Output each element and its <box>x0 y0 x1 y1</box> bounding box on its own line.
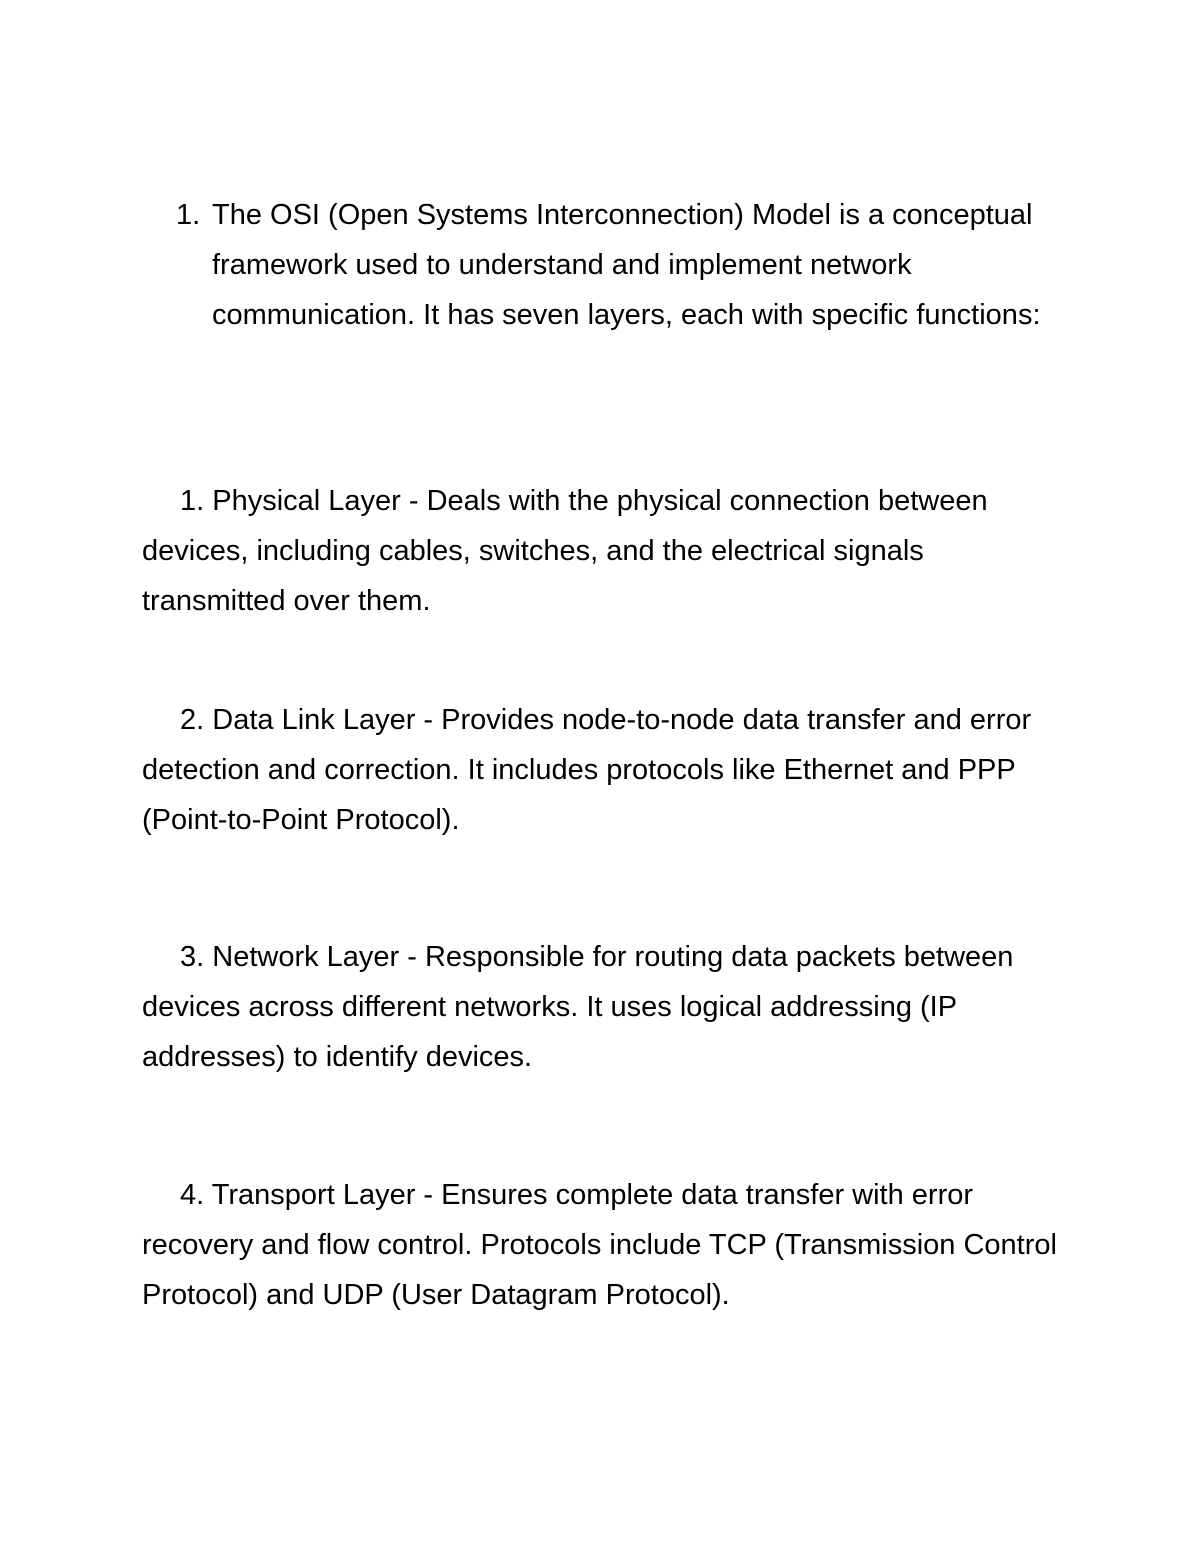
intro-text: The OSI (Open Systems Interconnection) Model is a conceptual framework used to understand and implement network communication. It has seven layers, each with specific functions: <box>212 199 1041 331</box>
layer-paragraph-network <box>142 932 1062 1082</box>
layer-text: Transport Layer - Ensures complete data transfer with error recovery and flow control. Protocols include TCP (Transmission Control Protocol) and UDP (User Datagram Protocol). <box>142 1179 1057 1311</box>
layer-paragraph-transport <box>142 1170 1062 1320</box>
layer-text: Physical Layer - Deals with the physical connection between devices, including cables, switches, and the electrical signals transmitted over them. <box>142 485 988 617</box>
layer-number: 3. <box>180 941 205 973</box>
layer-paragraph-physical <box>142 476 1062 626</box>
layer-number: 4. <box>180 1179 205 1211</box>
layer-number: 2. <box>180 704 205 736</box>
intro-number: 1. <box>176 199 201 231</box>
layer-paragraph-data-link <box>142 695 1062 845</box>
intro-list-item <box>176 190 1076 340</box>
layer-text: Data Link Layer - Provides node-to-node data transfer and error detection and correction. It includes protocols like Ethernet and PPP (Point-to-Point Protocol). <box>142 704 1032 836</box>
layer-text: Network Layer - Responsible for routing data packets between devices across different networks. It uses logical addressing (IP addresses) to identify devices. <box>142 941 1014 1073</box>
layer-number: 1. <box>180 485 205 517</box>
